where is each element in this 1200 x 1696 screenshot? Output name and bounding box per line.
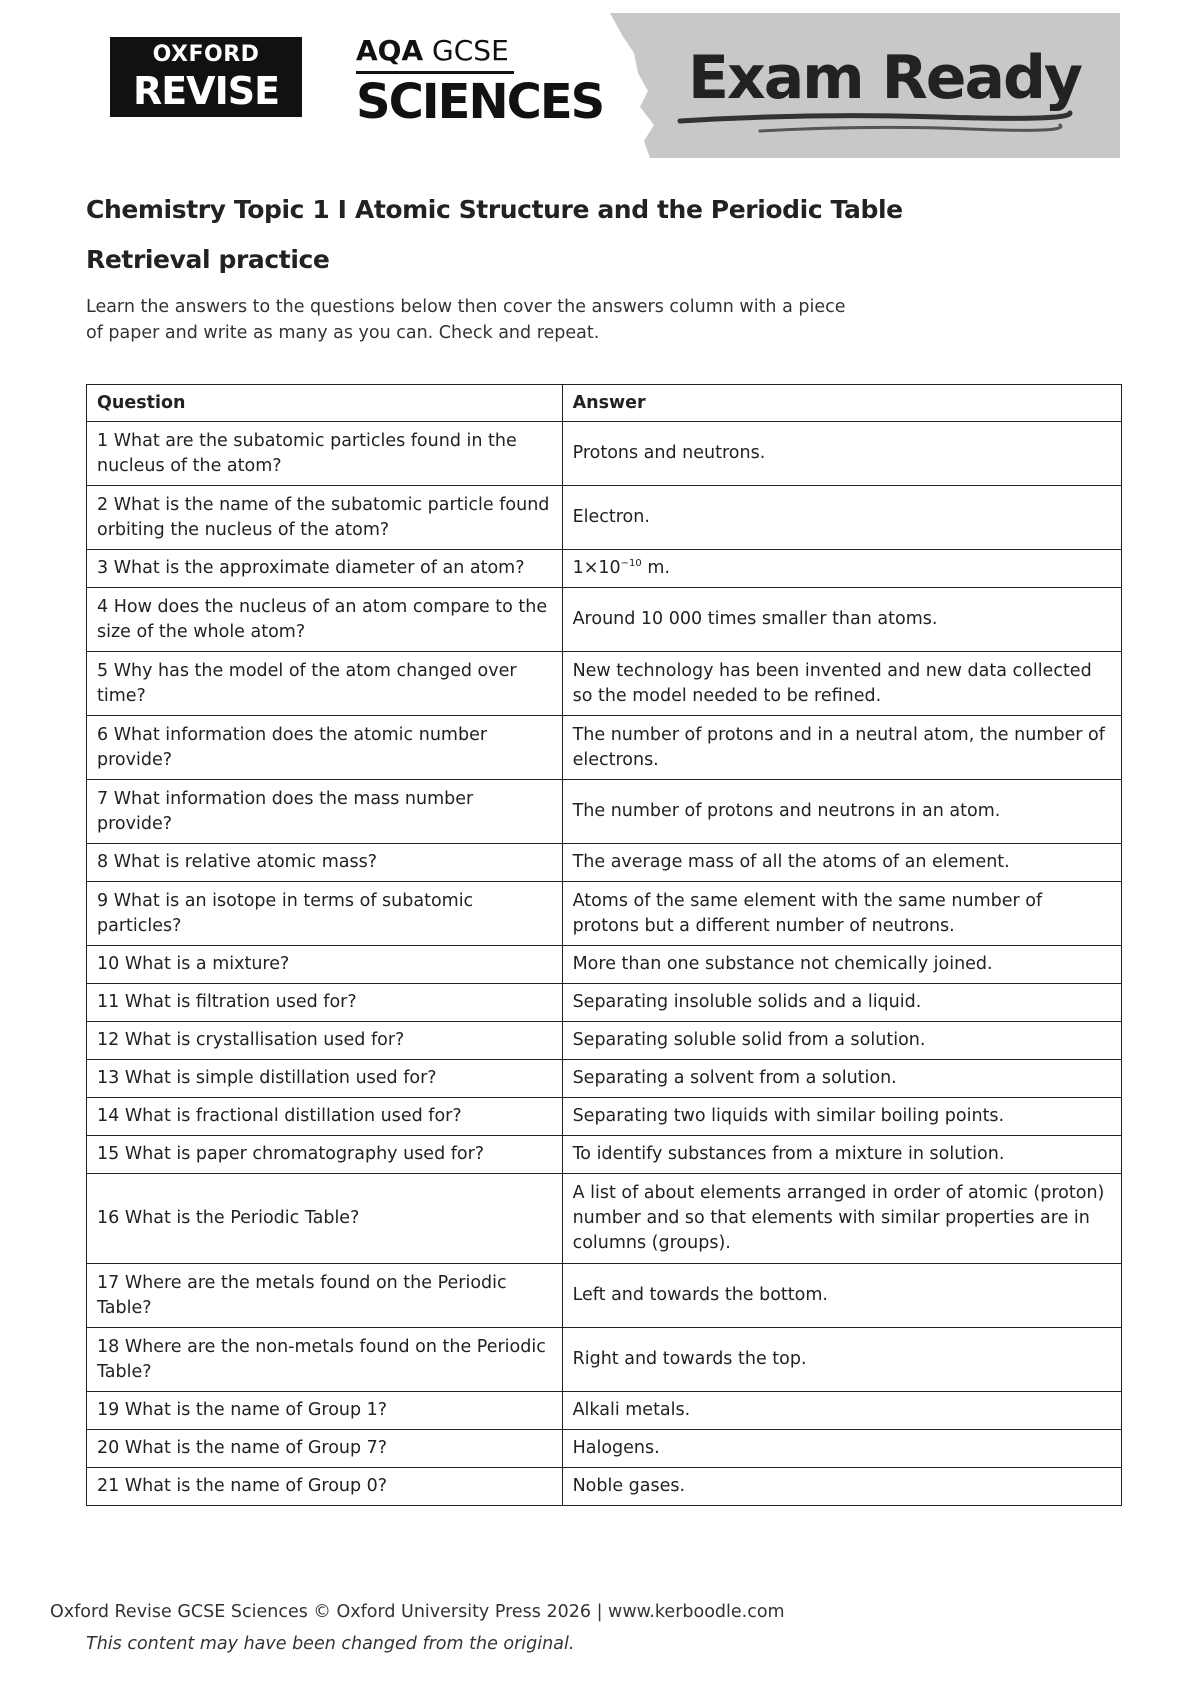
answer-cell: Atoms of the same element with the same number of protons but a different number of neutrons. bbox=[562, 882, 1121, 946]
question-cell: 20 What is the name of Group 7? bbox=[87, 1430, 563, 1468]
answer-cell: The number of protons and neutrons in an atom. bbox=[562, 780, 1121, 844]
answer-cell: Left and towards the bottom. bbox=[562, 1264, 1121, 1328]
retrieval-practice-table bbox=[86, 384, 1122, 1506]
question-cell: 6 What information does the atomic number provide? bbox=[87, 716, 563, 780]
question-cell: 7 What information does the mass number provide? bbox=[87, 780, 563, 844]
question-cell: 19 What is the name of Group 1? bbox=[87, 1392, 563, 1430]
exam-ready-banner bbox=[610, 13, 1120, 158]
sciences-label: SCIENCES bbox=[356, 74, 604, 130]
question-cell: 14 What is fractional distillation used for? bbox=[87, 1098, 563, 1136]
table-row bbox=[87, 652, 1122, 716]
answer-exponent: −10 bbox=[620, 558, 642, 569]
answer-cell: More than one substance not chemically joined. bbox=[562, 946, 1121, 984]
table-row bbox=[87, 946, 1122, 984]
oxford-logo-line2: REVISE bbox=[132, 69, 280, 113]
intro-line-2: of paper and write as many as you can. Check and repeat. bbox=[86, 323, 600, 343]
table-row bbox=[87, 1328, 1122, 1392]
table-header-row bbox=[87, 385, 1122, 422]
table-row bbox=[87, 1098, 1122, 1136]
page-title: Chemistry Topic 1 I Atomic Structure and the Periodic Table bbox=[86, 195, 903, 224]
answer-cell: New technology has been invented and new data collected so the model needed to be refined. bbox=[562, 652, 1121, 716]
page-header bbox=[0, 0, 1200, 170]
answer-cell: Around 10 000 times smaller than atoms. bbox=[562, 588, 1121, 652]
question-cell: 3 What is the approximate diameter of an atom? bbox=[87, 550, 563, 588]
table-row bbox=[87, 984, 1122, 1022]
aqa-gcse-sciences-logo bbox=[356, 34, 604, 130]
table-row bbox=[87, 486, 1122, 550]
table-row bbox=[87, 716, 1122, 780]
table-body bbox=[87, 422, 1122, 1506]
aqa-gcse-label bbox=[356, 34, 586, 67]
column-header-answer: Answer bbox=[562, 385, 1121, 422]
answer-cell: Separating two liquids with similar boiling points. bbox=[562, 1098, 1121, 1136]
question-cell: 8 What is relative atomic mass? bbox=[87, 844, 563, 882]
question-cell: 5 Why has the model of the atom changed over time? bbox=[87, 652, 563, 716]
answer-cell: Halogens. bbox=[562, 1430, 1121, 1468]
answer-cell bbox=[562, 550, 1121, 588]
question-cell: 11 What is filtration used for? bbox=[87, 984, 563, 1022]
answer-cell: The average mass of all the atoms of an element. bbox=[562, 844, 1121, 882]
table-row bbox=[87, 1174, 1122, 1264]
answer-cell: Electron. bbox=[562, 486, 1121, 550]
answer-cell: Separating soluble solid from a solution. bbox=[562, 1022, 1121, 1060]
footer-disclaimer: This content may have been changed from the original. bbox=[86, 1634, 575, 1654]
question-cell: 10 What is a mixture? bbox=[87, 946, 563, 984]
question-cell: 17 Where are the metals found on the Periodic Table? bbox=[87, 1264, 563, 1328]
question-cell: 13 What is simple distillation used for? bbox=[87, 1060, 563, 1098]
answer-cell: The number of protons and in a neutral atom, the number of electrons. bbox=[562, 716, 1121, 780]
table-row bbox=[87, 422, 1122, 486]
question-cell: 2 What is the name of the subatomic particle found orbiting the nucleus of the atom? bbox=[87, 486, 563, 550]
question-cell: 4 How does the nucleus of an atom compare to the size of the whole atom? bbox=[87, 588, 563, 652]
footer-copyright: Oxford Revise GCSE Sciences © Oxford University Press 2026 | www.kerboodle.com bbox=[50, 1602, 785, 1622]
table-row bbox=[87, 1264, 1122, 1328]
question-cell: 1 What are the subatomic particles found in the nucleus of the atom? bbox=[87, 422, 563, 486]
question-cell: 21 What is the name of Group 0? bbox=[87, 1468, 563, 1506]
gcse-text: GCSE bbox=[423, 34, 509, 67]
oxford-revise-logo bbox=[110, 37, 302, 117]
table-row bbox=[87, 780, 1122, 844]
intro-text bbox=[86, 294, 906, 346]
question-cell: 9 What is an isotope in terms of subatomic particles? bbox=[87, 882, 563, 946]
answer-cell: Separating a solvent from a solution. bbox=[562, 1060, 1121, 1098]
table-row bbox=[87, 844, 1122, 882]
column-header-question: Question bbox=[87, 385, 563, 422]
answer-unit: m. bbox=[641, 558, 670, 578]
table-row bbox=[87, 882, 1122, 946]
table-row bbox=[87, 1136, 1122, 1174]
table-row bbox=[87, 550, 1122, 588]
question-cell: 16 What is the Periodic Table? bbox=[87, 1174, 563, 1264]
section-subtitle: Retrieval practice bbox=[86, 245, 330, 274]
table-row bbox=[87, 588, 1122, 652]
answer-cell: Noble gases. bbox=[562, 1468, 1121, 1506]
answer-cell: Separating insoluble solids and a liquid. bbox=[562, 984, 1121, 1022]
answer-cell: To identify substances from a mixture in solution. bbox=[562, 1136, 1121, 1174]
exam-ready-text: Exam Ready bbox=[688, 43, 1082, 113]
question-cell: 15 What is paper chromatography used for? bbox=[87, 1136, 563, 1174]
table-row bbox=[87, 1468, 1122, 1506]
intro-line-1: Learn the answers to the questions below then cover the answers column with a piece bbox=[86, 297, 846, 317]
table-row bbox=[87, 1060, 1122, 1098]
aqa-bold-text: AQA bbox=[356, 34, 424, 67]
answer-cell: Protons and neutrons. bbox=[562, 422, 1121, 486]
answer-cell: Right and towards the top. bbox=[562, 1328, 1121, 1392]
question-cell: 18 Where are the non-metals found on the Periodic Table? bbox=[87, 1328, 563, 1392]
table-row bbox=[87, 1430, 1122, 1468]
answer-cell: Alkali metals. bbox=[562, 1392, 1121, 1430]
table-row bbox=[87, 1392, 1122, 1430]
answer-cell: A list of about elements arranged in order of atomic (proton) number and so that elements with similar properties are in columns (groups). bbox=[562, 1174, 1121, 1264]
answer-base: 1×10 bbox=[572, 558, 621, 578]
question-cell: 12 What is crystallisation used for? bbox=[87, 1022, 563, 1060]
oxford-logo-line1: OXFORD bbox=[152, 42, 260, 67]
table-row bbox=[87, 1022, 1122, 1060]
